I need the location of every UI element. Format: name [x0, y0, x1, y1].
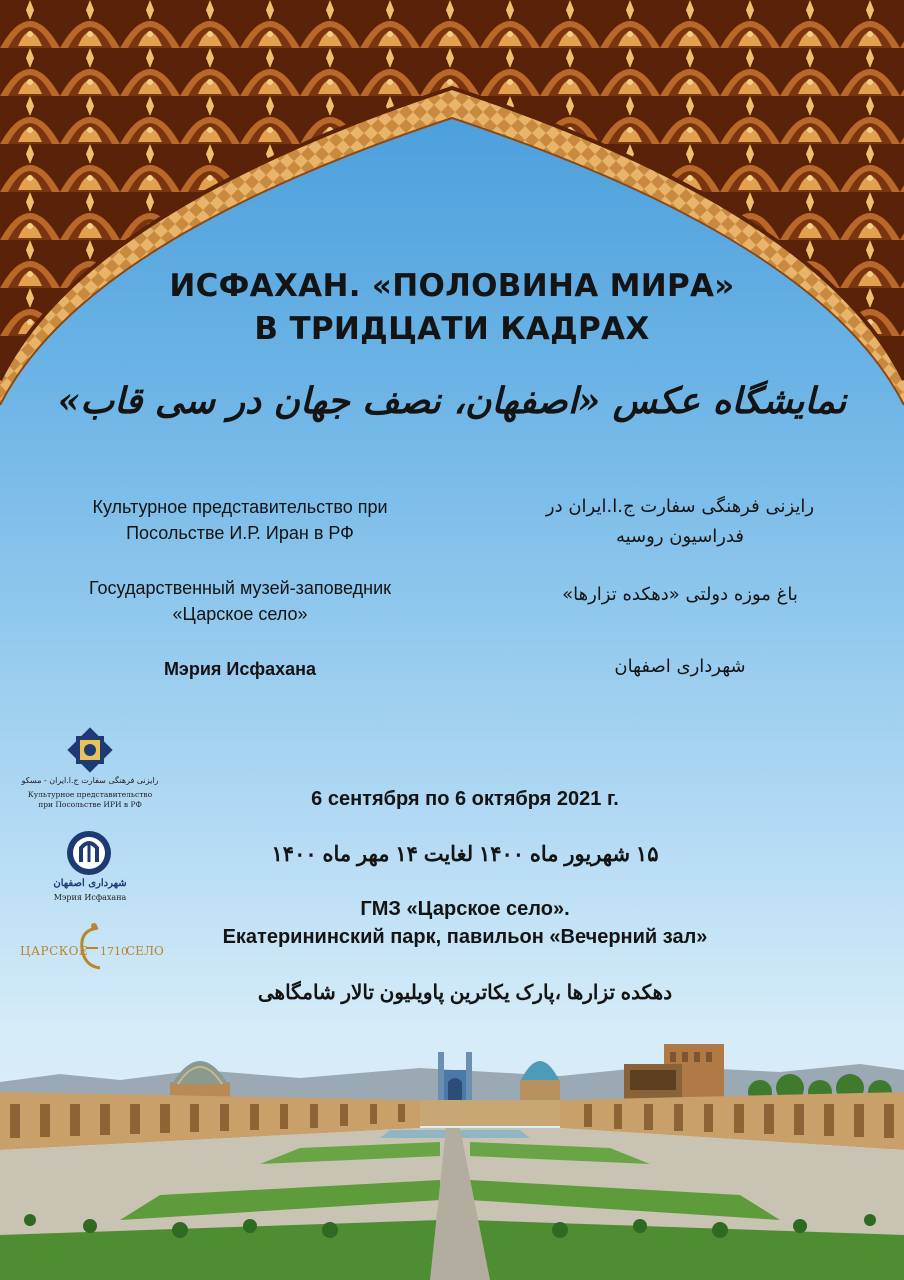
organizer-ru-2a: Государственный музей-заповедник — [88, 578, 392, 598]
organizer-fa-3: شهرداری اصفهان — [614, 656, 746, 677]
title-line-2: В ТРИДЦАТИ КАДРАХ — [254, 311, 650, 347]
organizer-fa-1a: رایزنی فرهنگی سفارت ج.ا.ایران در — [545, 496, 815, 517]
dates-ru: 6 сентября по 6 октября 2021 г. — [311, 788, 619, 810]
venue-ru-2: Екатерининский парк, павильон «Вечерний зал» — [222, 926, 708, 948]
title-persian: نمایشگاه عکس «اصفهان، نصف جهان در سی قاب» — [57, 380, 847, 422]
organizer-ru-3: Мэрия Исфахана — [163, 659, 317, 679]
isfahan-square-photo — [0, 1030, 904, 1280]
tsarskoe-logo-year: 1710 — [100, 945, 128, 958]
embassy-caption-ru-1: Культурное представительство — [27, 790, 153, 799]
isfahan-caption-fa: شهرداری اصفهان — [53, 878, 127, 889]
embassy-caption-ru-2: при Посольстве ИРИ в РФ — [38, 800, 142, 809]
isfahan-caption-ru: Мэрия Исфахана — [53, 893, 127, 902]
embassy-logo-icon — [66, 726, 114, 774]
organizer-ru-1a: Культурное представительство при — [92, 497, 388, 517]
organizer-ru-2b: «Царское село» — [172, 604, 308, 624]
tsarskoe-logo-left: ЦАРСКОЕ — [20, 944, 89, 958]
organizer-fa-1b: فدراسیون روسیه — [615, 526, 745, 547]
venue-ru-1: ГМЗ «Царское село». — [360, 898, 570, 920]
venue-fa: دهکده تزارها ،پارک یکاترین پاویلیون تالار شامگاهی — [257, 982, 673, 1004]
organizer-fa-2: باغ موزه دولتی «دهکده تزارها» — [562, 584, 798, 605]
dates-fa: ۱۵ شهریور ماه ۱۴۰۰ لغایت ۱۴ مهر ماه ۱۴۰۰ — [271, 843, 659, 866]
muqarnas-arch — [0, 0, 904, 420]
title-line-1: ИСФАХАН. «ПОЛОВИНА МИРА» — [169, 268, 735, 304]
tsarskoe-logo-right: СЕЛО — [126, 944, 164, 958]
organizer-ru-1b: Посольстве И.Р. Иран в РФ — [126, 523, 354, 543]
embassy-caption-fa: رایزنی فرهنگی سفارت ج.ا.ایران - مسکو — [21, 776, 159, 785]
isfahan-municipality-logo-icon — [64, 828, 114, 878]
